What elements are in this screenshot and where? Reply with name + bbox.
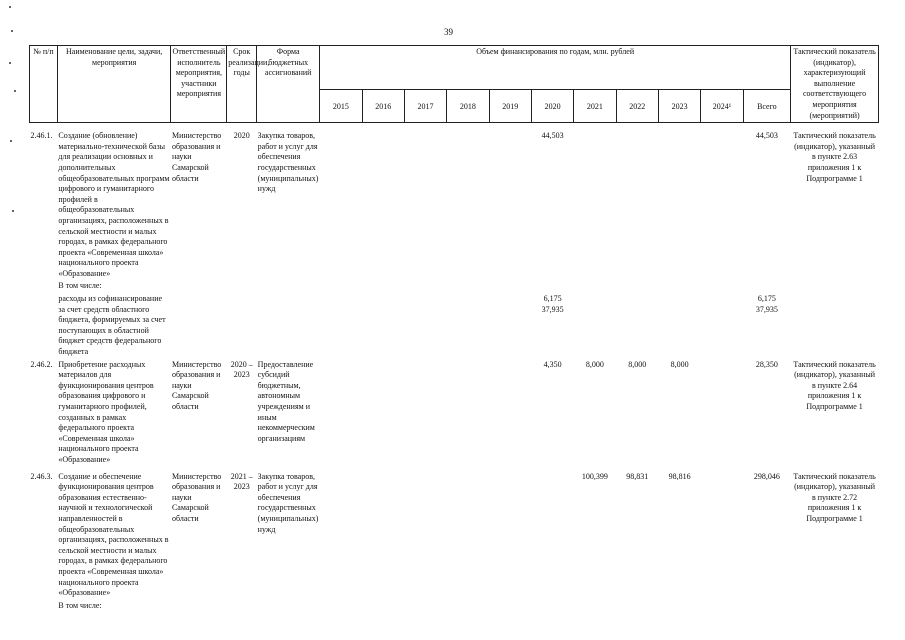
row-value — [447, 358, 489, 466]
row-executor: Министерство образования и науки Самарской области — [171, 471, 222, 523]
row-value — [489, 599, 531, 612]
row-value — [362, 358, 404, 466]
row-value — [574, 305, 616, 358]
row-value — [616, 305, 658, 358]
row-value — [658, 292, 700, 305]
row-value — [701, 599, 743, 612]
row-name: Приобретение расходных материалов для функционирования центров образования цифрового и гуманитарного профилей, созданных в рамках федерального проекта «Современная школа» национального проекта «Образование» — [58, 359, 154, 464]
row-value — [320, 292, 362, 305]
row-value: 98,831 — [626, 471, 649, 481]
row-name: за счет средств областного бюджета, формируемых за счет поступающих в областной бюджет средств федерального бюджета — [58, 304, 166, 357]
header-year: 2021 — [574, 89, 616, 122]
row-num — [30, 292, 58, 305]
row-value — [658, 305, 700, 358]
header-year: 2022 — [616, 89, 658, 122]
row-form: Предоставление субсидий бюджетным, автономным учреждениям и иным некоммерческим организациям — [257, 359, 315, 443]
table-row — [30, 466, 879, 599]
row-value — [320, 279, 362, 292]
row-term: 2021 – 2023 — [230, 471, 253, 492]
row-value — [362, 279, 404, 292]
row-total — [743, 279, 791, 292]
row-value — [531, 279, 573, 292]
header-year: 2020 — [531, 89, 573, 122]
row-value — [320, 599, 362, 612]
table-row — [30, 292, 879, 305]
row-term — [227, 305, 257, 358]
row-value — [658, 599, 700, 612]
row-value — [320, 123, 362, 280]
row-value — [701, 466, 743, 599]
row-indicator — [791, 279, 879, 292]
table-row — [30, 358, 879, 466]
header-num: № п/п — [30, 46, 58, 123]
row-value — [658, 279, 700, 292]
row-indicator: Тактический показатель (индикатор), указанный в пункте 2.64 приложения 1 к Подпрограмме 1 — [793, 359, 876, 411]
row-num: 2.46.3. — [30, 471, 53, 481]
row-executor: Министерство образования и науки Самарской области — [171, 131, 222, 183]
row-indicator — [791, 599, 879, 612]
row-value — [574, 279, 616, 292]
row-value: 4,350 — [543, 359, 562, 369]
row-term — [227, 599, 257, 612]
row-value — [447, 599, 489, 612]
row-indicator: Тактический показатель (индикатор), указанный в пункте 2.72 приложения 1 к Подпрограмме 1 — [793, 471, 876, 523]
row-value — [531, 599, 573, 612]
row-value — [404, 599, 446, 612]
row-name: Создание и обеспечение функционирования центров образования естественно-научной и технологической направленностей в общеобразовательных организациях, расположенных в сельской местности и малых городах, в рамках федерального проекта «Современная школа» национального проекта «Образование» — [58, 471, 169, 598]
table-row — [30, 599, 879, 612]
row-total — [743, 599, 791, 612]
row-form — [257, 599, 320, 612]
row-term — [227, 279, 257, 292]
row-form: Закупка товаров, работ и услуг для обеспечения государственных (муниципальных) нужд — [257, 471, 319, 534]
header-term: Срок реализации, годы — [227, 46, 257, 123]
row-value — [616, 123, 658, 280]
row-total: 298,046 — [753, 471, 780, 481]
row-value — [658, 123, 700, 280]
row-value — [574, 292, 616, 305]
row-executor: Министерство образования и науки Самарской области — [171, 359, 222, 411]
header-executor: Ответственный исполнитель мероприятия, участники мероприятия — [171, 46, 227, 123]
row-executor — [171, 279, 227, 292]
header-indicator: Тактический показатель (индикатор), характеризующий выполнение соответствующего мероприятия (мероприятий) — [791, 46, 879, 123]
row-executor — [171, 292, 227, 305]
row-value — [701, 358, 743, 466]
row-num — [30, 305, 58, 358]
row-num: 2.46.2. — [30, 359, 53, 369]
row-value — [404, 279, 446, 292]
table-row — [30, 305, 879, 358]
header-form: Форма бюджетных ассигнований — [257, 46, 320, 123]
row-value — [574, 123, 616, 280]
row-value: 8,000 — [628, 359, 647, 369]
row-value — [531, 466, 573, 599]
row-value — [362, 292, 404, 305]
row-name: расходы из софинансирование — [58, 294, 163, 304]
row-term: 2020 — [233, 131, 250, 141]
row-indicator: Тактический показатель (индикатор), указанный в пункте 2.63 приложения 1 к Подпрограмме 1 — [793, 131, 876, 183]
header-year: 2024¹ — [701, 89, 743, 122]
row-indicator — [791, 292, 879, 305]
row-total: 6,175 — [757, 294, 776, 304]
row-executor — [171, 599, 227, 612]
row-value — [404, 466, 446, 599]
table-body — [30, 123, 879, 612]
header-year: 2023 — [658, 89, 700, 122]
financing-table — [29, 45, 879, 611]
row-term: 2020 – 2023 — [230, 359, 253, 380]
table-row — [30, 279, 879, 292]
row-value — [489, 358, 531, 466]
row-form: Закупка товаров, работ и услуг для обеспечения государственных (муниципальных) нужд — [257, 131, 319, 194]
header-year: 2015 — [320, 89, 362, 122]
row-num — [30, 279, 58, 292]
row-value — [362, 123, 404, 280]
row-value — [489, 305, 531, 358]
row-value — [404, 305, 446, 358]
row-num — [30, 599, 58, 612]
row-value — [489, 279, 531, 292]
row-total: 44,503 — [755, 131, 778, 141]
table-header — [30, 46, 879, 123]
row-value — [404, 292, 446, 305]
row-value: 37,935 — [541, 304, 564, 314]
row-executor — [171, 305, 227, 358]
header-funding-title: Объем финансирования по годам, млн. рублей — [320, 46, 791, 90]
row-value — [489, 123, 531, 280]
row-value — [404, 358, 446, 466]
row-value: 98,816 — [668, 471, 691, 481]
row-form — [257, 279, 320, 292]
row-value — [489, 292, 531, 305]
page-number: 39 — [444, 27, 453, 37]
row-value — [701, 123, 743, 280]
row-value — [447, 305, 489, 358]
header-year: 2018 — [447, 89, 489, 122]
header-year: 2019 — [489, 89, 531, 122]
row-value — [701, 305, 743, 358]
row-form — [257, 305, 320, 358]
row-total: 37,935 — [755, 304, 778, 314]
row-value: 6,175 — [543, 294, 562, 304]
row-num: 2.46.1. — [30, 131, 53, 141]
row-value — [701, 292, 743, 305]
row-form — [257, 292, 320, 305]
row-term — [227, 292, 257, 305]
row-indicator — [791, 305, 879, 358]
header-year: 2016 — [362, 89, 404, 122]
header-year: 2017 — [404, 89, 446, 122]
row-value — [447, 292, 489, 305]
header-total: Всего — [743, 89, 791, 122]
row-value — [616, 279, 658, 292]
row-value — [574, 599, 616, 612]
row-value — [447, 279, 489, 292]
row-name: В том числе: — [58, 600, 102, 610]
row-value — [489, 466, 531, 599]
scan-margin-marks — [0, 0, 30, 300]
row-value — [447, 466, 489, 599]
row-value — [362, 466, 404, 599]
header-name: Наименование цели, задачи, мероприятия — [57, 46, 171, 123]
row-value — [447, 123, 489, 280]
row-value — [320, 358, 362, 466]
row-value: 100,399 — [581, 471, 608, 481]
row-value — [701, 279, 743, 292]
row-value — [362, 305, 404, 358]
row-name: В том числе: — [58, 281, 102, 291]
row-total: 28,350 — [755, 359, 778, 369]
row-value — [616, 292, 658, 305]
row-value — [362, 599, 404, 612]
row-value — [320, 305, 362, 358]
row-value — [616, 599, 658, 612]
row-name: Создание (обновление) материально-технической базы для реализации основных и дополнительных общеобразовательных программ цифрового и гуманитарного профилей в общеобразовательных организациях, расположенных в сельской местности и малых городах, в рамках федерального проекта «Современная школа» национального проекта «Образование» — [58, 131, 170, 278]
row-value: 8,000 — [585, 359, 604, 369]
row-value: 44,503 — [541, 131, 564, 141]
table-row — [30, 123, 879, 280]
row-value: 8,000 — [670, 359, 689, 369]
row-value — [404, 123, 446, 280]
row-value — [320, 466, 362, 599]
